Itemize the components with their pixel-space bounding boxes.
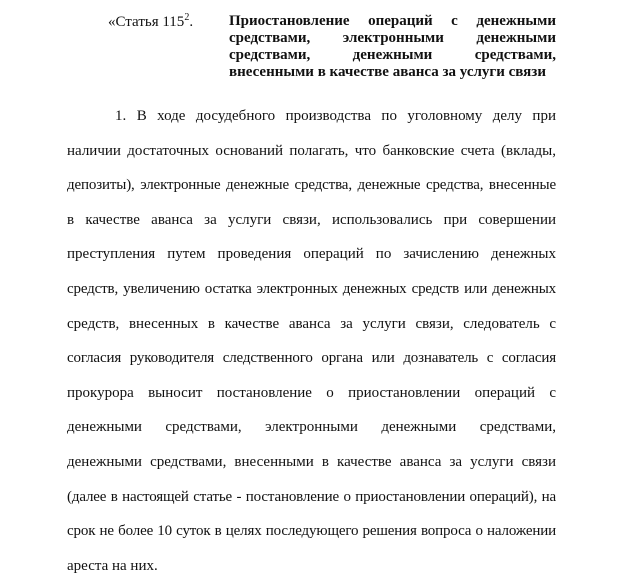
article-title-line: внесенными в качестве аванса за услуги связи <box>229 64 546 80</box>
article-number-superscript: 2 <box>184 12 190 23</box>
paragraph-line: средств, увеличению остатка электронных денежных средств или денежных <box>67 280 556 297</box>
article-number-suffix: . <box>189 14 194 30</box>
paragraph-line: прокурора выносит постановление о приостановлении операций с <box>67 384 556 401</box>
paragraph-line: (далее в настоящей статье - постановление о приостановлении операций), на <box>67 488 556 505</box>
article-title-line: средствами, денежными средствами, <box>229 47 556 63</box>
paragraph-line: средств, внесенных в качестве аванса за услуги связи, следователь с <box>67 315 556 332</box>
paragraph-line: преступления путем проведения операций по зачислению денежных <box>67 246 556 263</box>
paragraph-line: согласия руководителя следственного органа или дознаватель с согласия <box>67 350 556 367</box>
article-heading <box>0 0 624 90</box>
paragraph-line: денежными средствами, внесенными в качестве аванса за услуги связи <box>67 453 556 470</box>
paragraph-line: срок не более 10 суток в целях последующего решения вопроса о наложении <box>67 523 556 540</box>
article-number <box>108 13 193 32</box>
article-number-prefix: «Статья 115 <box>108 14 185 30</box>
paragraph-line: депозиты), электронные денежные средства, денежные средства, внесенные <box>67 177 556 194</box>
article-title-line: средствами, электронными денежными <box>229 30 556 46</box>
article-title <box>229 13 556 81</box>
paragraph-line: 1. В ходе досудебного производства по уголовному делу при <box>115 108 556 124</box>
article-paragraph <box>67 99 556 583</box>
paragraph-line: ареста на них. <box>67 557 158 574</box>
paragraph-line: денежными средствами, электронными денежными средствами, <box>67 419 556 436</box>
article-title-line: Приостановление операций с денежными <box>229 13 556 29</box>
paragraph-line: в качестве аванса за услуги связи, использовались при совершении <box>67 211 556 228</box>
paragraph-line: наличии достаточных оснований полагать, что банковские счета (вклады, <box>67 142 556 159</box>
